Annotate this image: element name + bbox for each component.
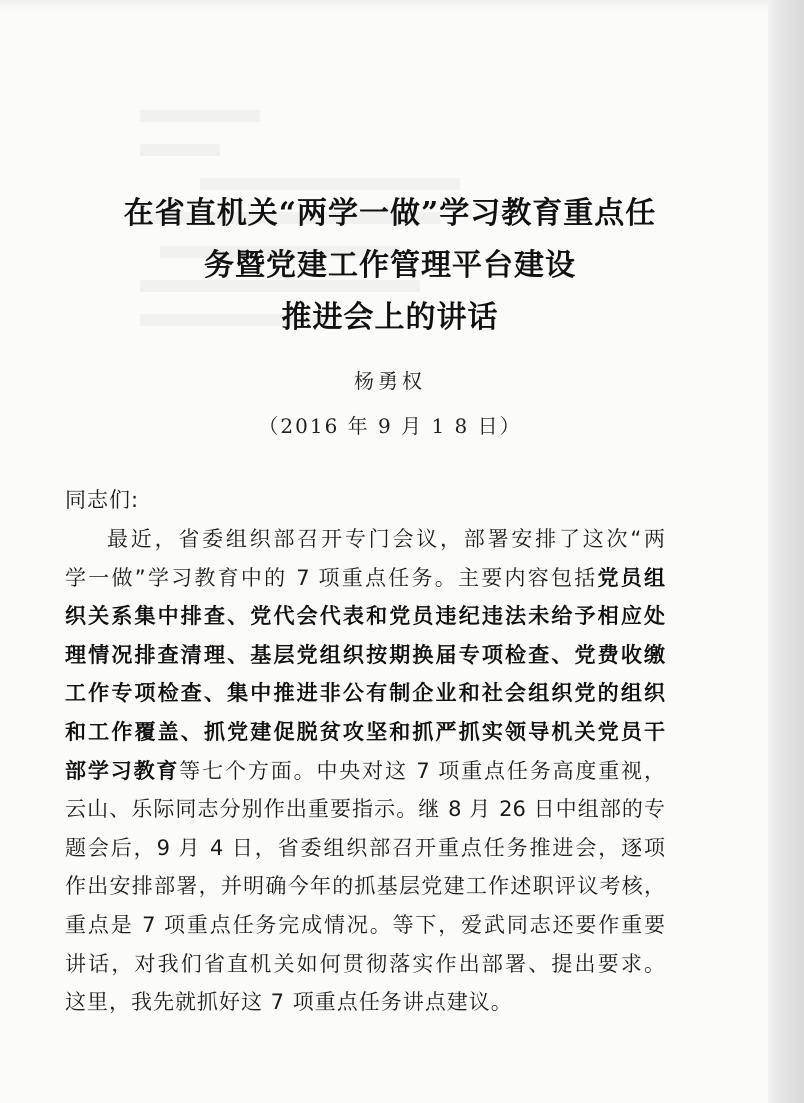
body-line: 作出安排部署，并明确今年的抓基层党建工作述职评议考核， [65, 874, 665, 899]
scan-top-shadow [0, 0, 804, 10]
body-line: 部学习教育等七个方面。中央对这 7 项重点任务高度重视， [65, 758, 666, 783]
body-line: 理情况排查清理、基层党组织按期换届专项检查、党费收缴 [65, 642, 665, 667]
bold-text: 部学习教育 [65, 758, 180, 783]
salutation: 同志们: [65, 488, 140, 512]
body-line: 学一做”学习教育中的 7 项重点任务。主要内容包括党员组 [65, 565, 666, 590]
author-name: 杨勇权 [354, 369, 426, 393]
body-line: 织关系集中排查、党代会代表和党员违纪违法未给予相应处 [65, 604, 665, 629]
title-line-1: 在省直机关“两学一做”学习教育重点任 [123, 196, 657, 231]
bold-text: 党员组 [597, 565, 666, 590]
body-line: 云山、乐际同志分别作出重要指示。继 8 月 26 日中组部的专 [65, 797, 665, 822]
body-line: 工作专项检查、集中推进非公有制企业和社会组织党的组织 [65, 681, 665, 706]
document-title [50, 188, 730, 344]
body-line: 讲话，对我们省直机关如何贯彻落实作出部署、提出要求。 [65, 951, 665, 976]
speech-date: （2016 年 9 月 1 8 日） [258, 414, 522, 438]
body-line: 和工作覆盖、抓党建促脱贫攻坚和抓严抓实领导机关党员干 [65, 719, 665, 744]
speech-body [65, 520, 665, 1022]
body-line: 最近，省委组织部召开专门会议，部署安排了这次“两 [107, 527, 665, 551]
title-line-3: 推进会上的讲话 [281, 300, 499, 335]
title-line-2: 务暨党建工作管理平台建设 [204, 248, 576, 283]
scan-edge-shadow [768, 0, 804, 1103]
body-line: 重点是 7 项重点任务完成情况。等下，爱武同志还要作重要 [65, 912, 665, 937]
body-line: 题会后，9 月 4 日，省委组织部召开重点任务推进会，逐项 [65, 835, 665, 860]
body-line: 这里，我先就抓好这 7 项重点任务讲点建议。 [65, 990, 513, 1015]
